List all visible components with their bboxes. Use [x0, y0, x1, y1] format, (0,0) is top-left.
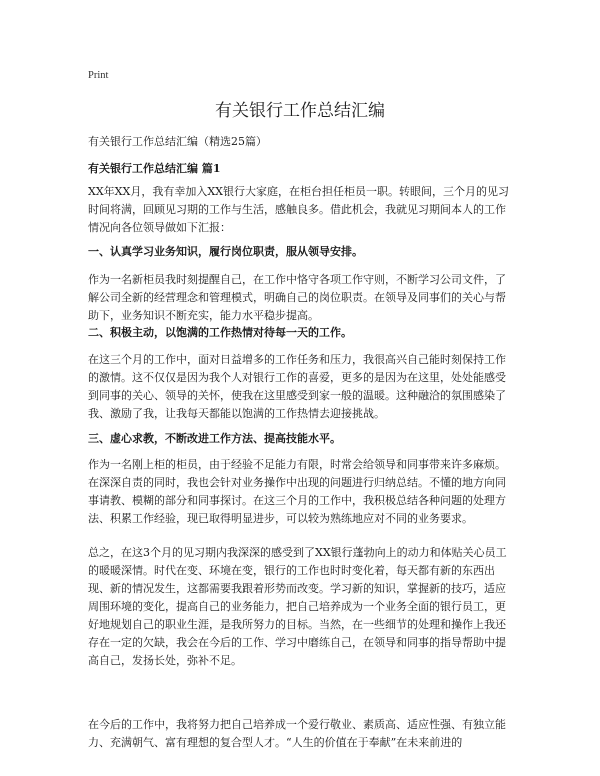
intro-paragraph: XX年XX月，我有幸加入XX银行大家庭，在柜台担任柜员一职。转眼间，三个月的见习时间将满，回顾见习期的工作与生活，感触良多。借此机会，我就见习期间本人的工作情况向各位领导做如下汇报： — [88, 185, 509, 234]
closing-paragraph: 在今后的工作中，我将努力把自己培养成一个爱行敬业、素质高、适应性强、有独立能力、充满朝气、富有理想的复合型人才。“人生的价值在于奉献”在未来前进的 — [88, 718, 506, 749]
print-link[interactable]: Print — [88, 70, 109, 81]
summary-paragraph: 总之，在这3个月的见习期内我深深的感受到了XX银行蓬勃向上的动力和体贴关心员工的暖暖深情。时代在变、环境在变，银行的工作也时时变化着，每天都有新的东西出现、新的情况发生，这都需要我跟着形势而改变。学习新的知识，掌握新的技巧，适应周围环境的变化，提高自己的业务能力，把自己培养成为一个业务全面的银行员工，更好地规划自己的职业生涯，是我所努力的目标。当然，在一些细节的处理和操作上我还存在一定的欠缺，我会在今后的工作、学习中磨练自己，在领导和同事的指导帮助中提高自己，发扬长处，弥补不足。 — [88, 546, 507, 667]
document-subtitle: 有关银行工作总结汇编（精选25篇） — [88, 135, 267, 148]
section-body-1: 作为一名新柜员我时刻提醒自己，在工作中恪守各项工作守则，不断学习公司文件，了解公司全新的经营理念和管理模式，明确自己的岗位职责。在领导及同事们的关心与帮助下，业务知识不断充实，能力水平稳步提高。 — [88, 273, 506, 322]
section-heading-1: 一、认真学习业务知识，履行岗位职责，服从领导安排。 — [88, 245, 363, 258]
section-body-2: 在这三个月的工作中，面对日益增多的工作任务和压力，我很高兴自己能时刻保持工作的激情。这不仅仅是因为我个人对银行工作的喜爱，更多的是因为在这里，处处能感受到同事的关心、领导的关怀，使我在这里感受到家一般的温暖。这种融洽的氛围感染了我、激励了我，让我每天都能以饱满的工作热情去迎接挑战。 — [88, 353, 506, 420]
section-heading-2: 二、积极主动，以饱满的工作热情对待每一天的工作。 — [88, 326, 352, 339]
page-title: 有关银行工作总结汇编 — [215, 101, 385, 121]
section-body-3: 作为一名刚上柜的柜员，由于经验不足能力有限，时常会给领导和同事带来许多麻烦。在深深自责的同时，我也会针对业务操作中出现的问题进行归纳总结。不懂的地方向同事请教、模糊的部分和同事探讨。在这三个月的工作中，我积极总结各种问题的处理方法、积累工作经验，现已取得明显进步，可以较为熟练地应对不同的业务要求。 — [88, 458, 506, 525]
section-heading-3: 三、虚心求教，不断改进工作方法、提高技能水平。 — [88, 432, 341, 445]
article-heading: 有关银行工作总结汇编 篇1 — [88, 162, 221, 175]
